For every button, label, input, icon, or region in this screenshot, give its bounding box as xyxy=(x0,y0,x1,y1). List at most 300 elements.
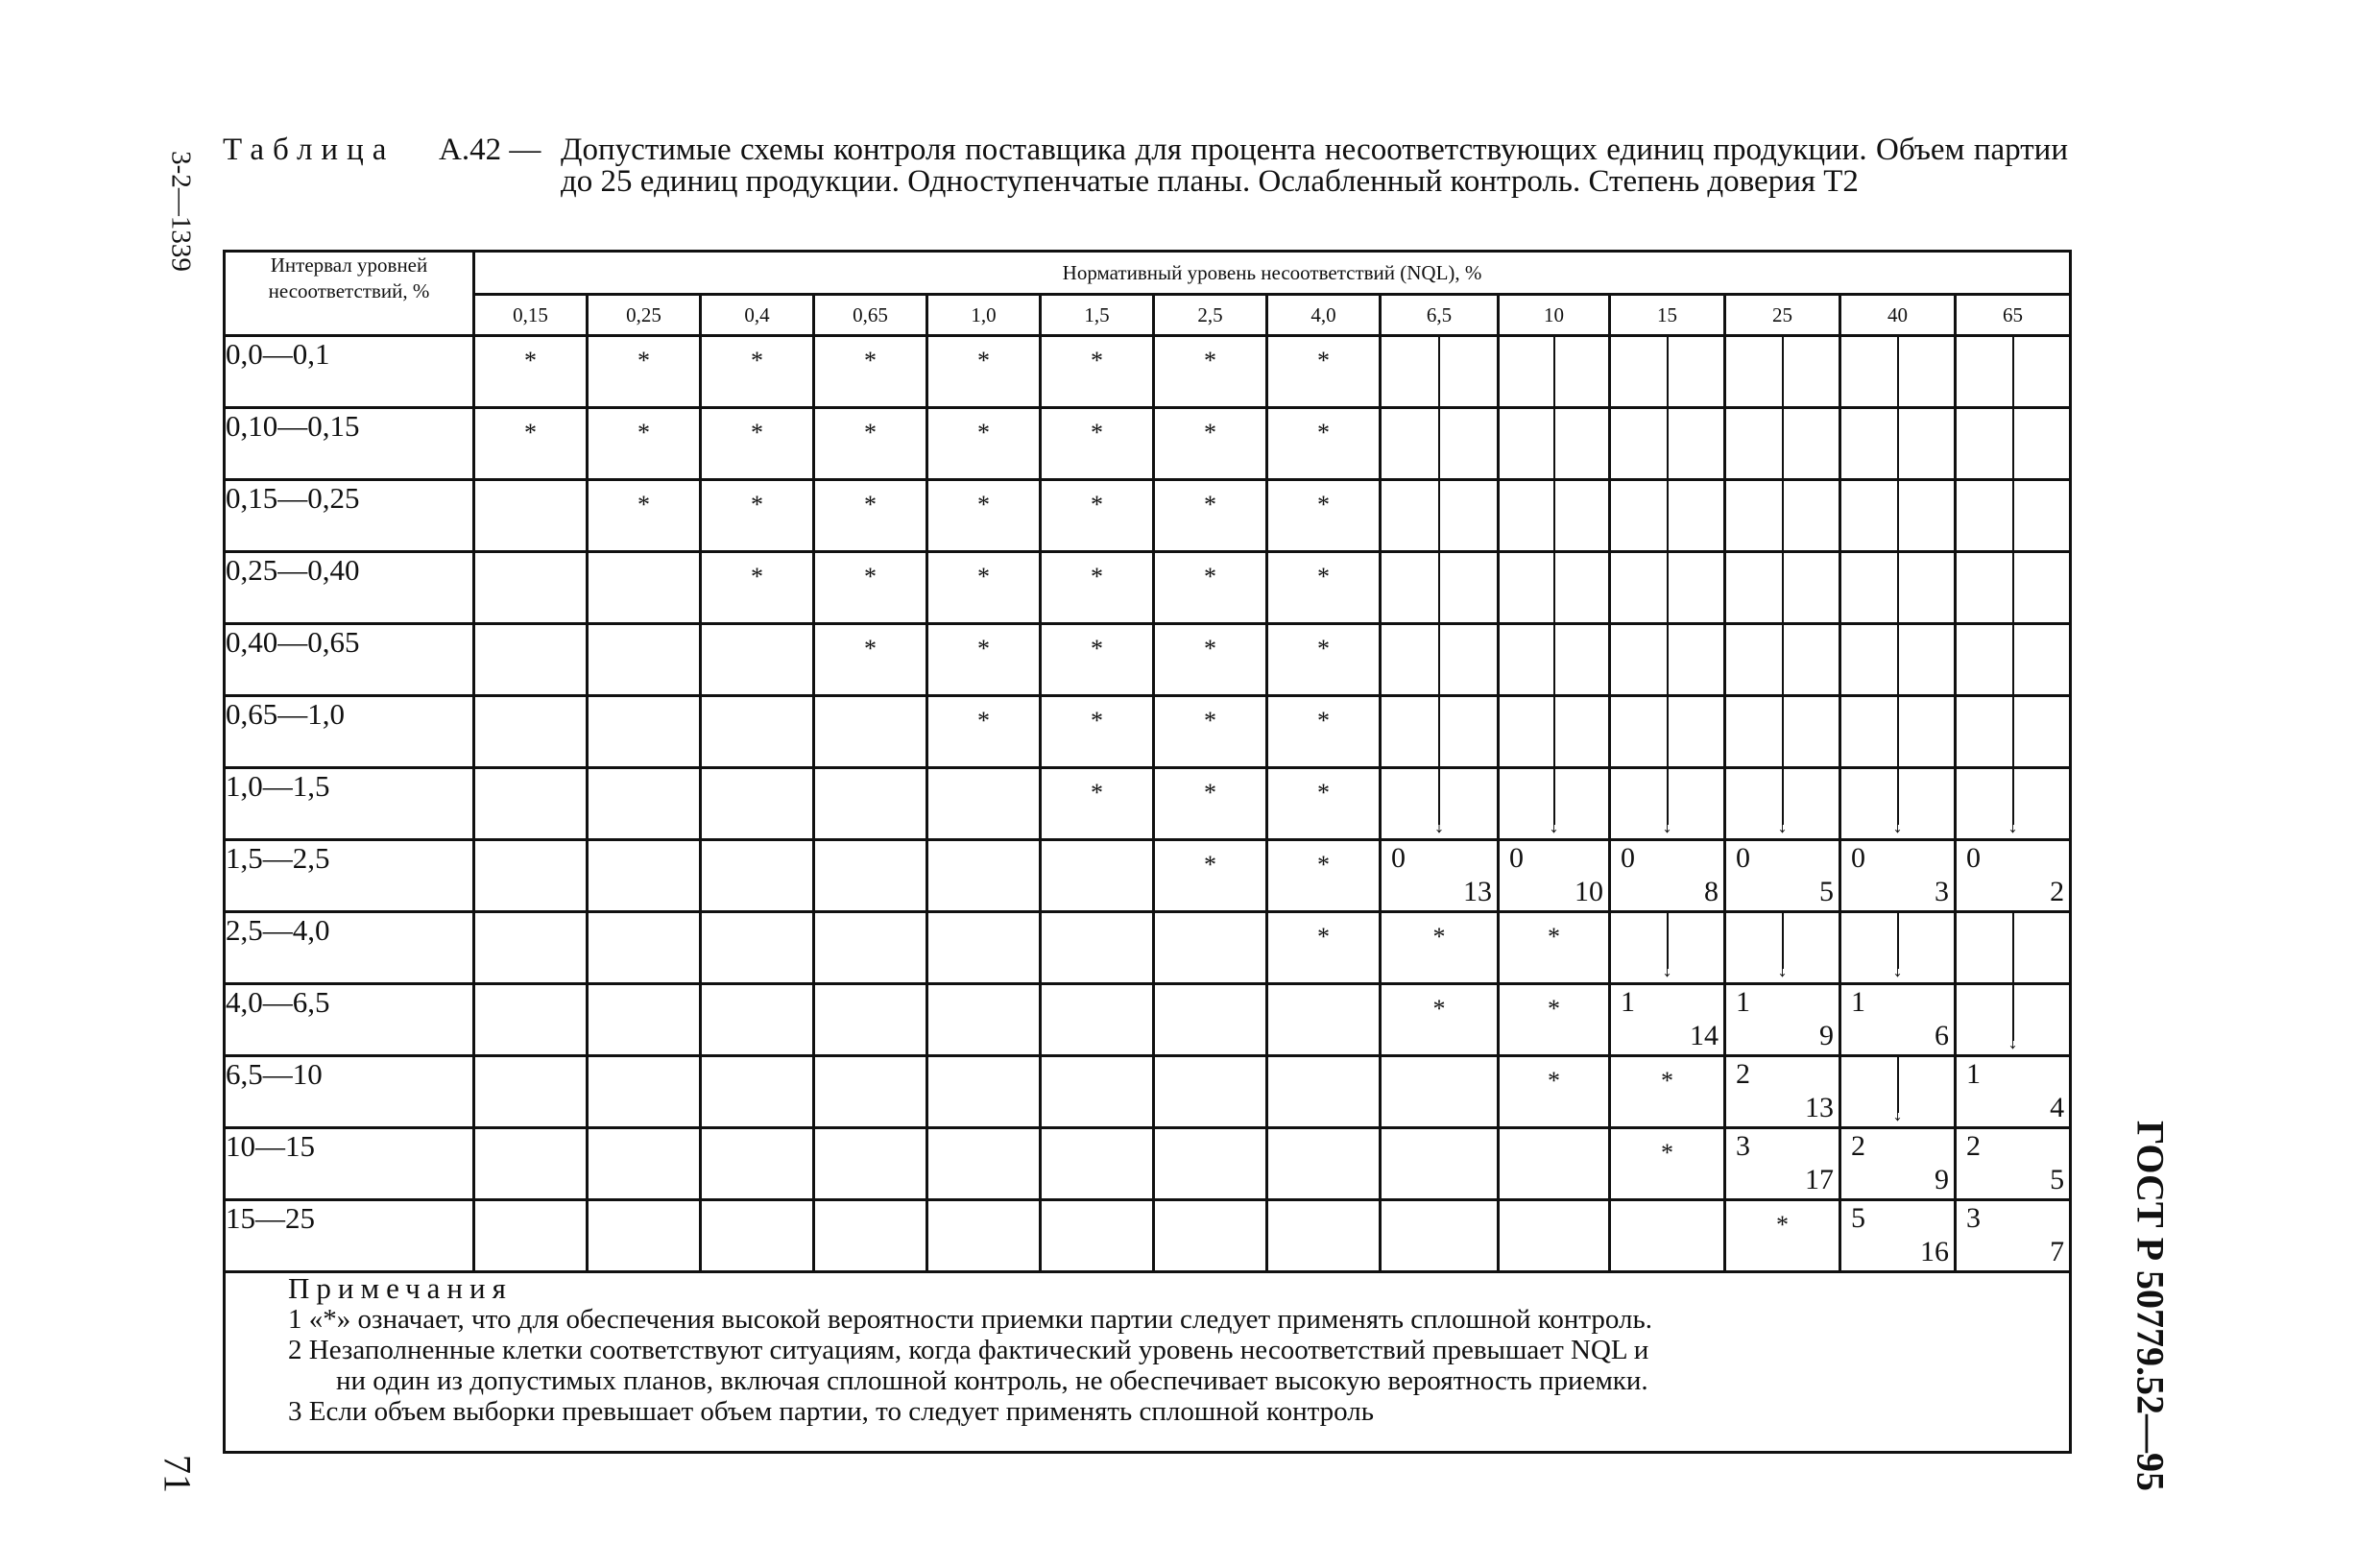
interval-cell: 4,0—6,5 xyxy=(225,984,474,1056)
full-inspection-mark: * xyxy=(524,347,537,374)
arrow-line xyxy=(2012,481,2014,550)
arrow-down-icon: ↓ xyxy=(1892,957,1903,981)
arrow-line xyxy=(1438,553,1440,622)
full-inspection-mark: * xyxy=(751,347,763,374)
arrow-line xyxy=(1667,697,1669,766)
page-number: 71 xyxy=(156,1455,200,1493)
plan-cell xyxy=(588,480,701,552)
plan-cell xyxy=(927,912,1041,984)
arrow-line xyxy=(1438,409,1440,478)
plan-cell xyxy=(927,480,1041,552)
plan-cell xyxy=(927,552,1041,624)
plan-cell xyxy=(1267,912,1381,984)
arrow-line xyxy=(1897,625,1899,694)
plan-cell xyxy=(701,840,814,912)
plan-cell xyxy=(814,552,927,624)
plan-cell xyxy=(1956,336,2071,408)
arrow-line xyxy=(1782,553,1784,622)
interval-cell: 1,0—1,5 xyxy=(225,768,474,840)
arrow-line xyxy=(1438,481,1440,550)
arrow-line xyxy=(1553,697,1555,766)
plan-cell xyxy=(927,696,1041,768)
full-inspection-mark: * xyxy=(1317,563,1330,591)
sample-size: 10 xyxy=(1575,876,1603,907)
interval-cell: 15—25 xyxy=(225,1200,474,1272)
plan-cell xyxy=(814,1200,927,1272)
plan-cell xyxy=(1267,552,1381,624)
plan-cell xyxy=(927,1056,1041,1128)
arrow-line xyxy=(1438,625,1440,694)
arrow-line xyxy=(1667,481,1669,550)
plan-cell xyxy=(1267,624,1381,696)
plan-cell xyxy=(588,1128,701,1200)
plan-cell xyxy=(1725,336,1840,408)
acceptance-number: 1 xyxy=(1851,986,1865,1018)
full-inspection-mark: * xyxy=(637,419,650,446)
plan-cell xyxy=(1840,984,1956,1056)
plan-cell xyxy=(1381,840,1499,912)
arrow-line xyxy=(1897,337,1899,406)
arrow-down-icon: ↓ xyxy=(1892,1101,1903,1125)
acceptance-number: 5 xyxy=(1851,1202,1865,1234)
caption-number: А.42 — xyxy=(439,133,541,167)
plan-cell xyxy=(1154,336,1267,408)
arrow-line xyxy=(1553,409,1555,478)
plan-cell xyxy=(927,840,1041,912)
plan-cell xyxy=(701,1056,814,1128)
plan-cell xyxy=(1840,336,1956,408)
plan-cell xyxy=(701,912,814,984)
arrow-line xyxy=(1553,481,1555,550)
full-inspection-mark: * xyxy=(1317,635,1330,663)
plan-cell xyxy=(474,696,588,768)
full-inspection-mark: * xyxy=(1204,563,1216,591)
full-inspection-mark: * xyxy=(977,563,990,591)
plan-cell xyxy=(1725,1056,1840,1128)
plan-cell xyxy=(927,624,1041,696)
full-inspection-mark: * xyxy=(977,491,990,519)
plan-cell xyxy=(1381,984,1499,1056)
acceptance-number: 0 xyxy=(1509,842,1524,874)
plan-cell xyxy=(1725,624,1840,696)
full-inspection-mark: * xyxy=(864,635,877,663)
interval-cell: 0,40—0,65 xyxy=(225,624,474,696)
arrow-down-icon: ↓ xyxy=(2007,813,2019,837)
nql-value: 10 xyxy=(1499,295,1610,336)
interval-cell: 1,5—2,5 xyxy=(225,840,474,912)
plan-cell xyxy=(1267,480,1381,552)
plan-cell xyxy=(1610,624,1725,696)
plan-cell xyxy=(474,624,588,696)
nql-header: Нормативный уровень несоответствий (NQL), % xyxy=(474,252,2071,295)
sample-size: 4 xyxy=(2050,1092,2065,1123)
acceptance-table xyxy=(223,250,2072,1454)
plan-cell xyxy=(1154,696,1267,768)
plan-cell xyxy=(701,984,814,1056)
full-inspection-mark: * xyxy=(1091,779,1103,807)
arrow-line xyxy=(1553,625,1555,694)
plan-cell xyxy=(588,336,701,408)
plan-cell xyxy=(1267,1128,1381,1200)
plan-cell xyxy=(1041,840,1154,912)
table-row xyxy=(225,840,2071,912)
sample-size: 13 xyxy=(1463,876,1492,907)
plan-cell xyxy=(1154,552,1267,624)
plan-cell xyxy=(1381,1056,1499,1128)
arrow-line xyxy=(1782,625,1784,694)
plan-cell xyxy=(927,1128,1041,1200)
sample-size: 7 xyxy=(2050,1236,2065,1267)
plan-cell xyxy=(1956,696,2071,768)
plan-cell xyxy=(1267,696,1381,768)
table-row xyxy=(225,624,2071,696)
plan-cell xyxy=(701,624,814,696)
arrow-line xyxy=(1667,337,1669,406)
plan-cell xyxy=(814,1128,927,1200)
arrow-down-icon: ↓ xyxy=(1892,813,1903,837)
document-code: ГОСТ Р 50779.52—95 xyxy=(2128,1120,2173,1492)
table-row xyxy=(225,984,2071,1056)
plan-cell xyxy=(474,408,588,480)
full-inspection-mark: * xyxy=(1091,563,1103,591)
plan-cell xyxy=(1610,408,1725,480)
plan-cell xyxy=(1840,552,1956,624)
nql-value: 2,5 xyxy=(1154,295,1267,336)
plan-cell xyxy=(474,552,588,624)
plan-cell xyxy=(814,840,927,912)
plan-cell xyxy=(1840,1200,1956,1272)
plan-cell xyxy=(1610,840,1725,912)
plan-cell xyxy=(1381,1128,1499,1200)
plan-cell xyxy=(1267,1200,1381,1272)
plan-cell xyxy=(1154,1056,1267,1128)
interval-cell: 0,10—0,15 xyxy=(225,408,474,480)
plan-cell xyxy=(814,624,927,696)
plan-cell xyxy=(1381,552,1499,624)
sample-size: 13 xyxy=(1805,1092,1834,1123)
acceptance-number: 0 xyxy=(1966,842,1981,874)
full-inspection-mark: * xyxy=(1317,491,1330,519)
acceptance-number: 0 xyxy=(1851,842,1865,874)
plan-cell xyxy=(1725,408,1840,480)
plan-cell xyxy=(814,1056,927,1128)
plan-cell xyxy=(1381,768,1499,840)
nql-value: 0,15 xyxy=(474,295,588,336)
plan-cell xyxy=(1956,1128,2071,1200)
arrow-line xyxy=(2012,913,2014,982)
plan-cell xyxy=(1041,624,1154,696)
plan-cell xyxy=(1610,552,1725,624)
plan-cell xyxy=(927,1200,1041,1272)
plan-cell xyxy=(588,552,701,624)
nql-value: 4,0 xyxy=(1267,295,1381,336)
full-inspection-mark: * xyxy=(1204,419,1216,446)
arrow-line xyxy=(1438,337,1440,406)
full-inspection-mark: * xyxy=(1317,779,1330,807)
plan-cell xyxy=(1725,768,1840,840)
plan-cell xyxy=(1267,840,1381,912)
arrow-line xyxy=(1782,337,1784,406)
plan-cell xyxy=(1499,696,1610,768)
plan-cell xyxy=(1499,768,1610,840)
full-inspection-mark: * xyxy=(864,491,877,519)
plan-cell xyxy=(701,408,814,480)
arrow-line xyxy=(2012,625,2014,694)
plan-cell xyxy=(1499,1056,1610,1128)
acceptance-number: 2 xyxy=(1851,1130,1865,1162)
plan-cell xyxy=(1154,840,1267,912)
plan-cell xyxy=(1499,552,1610,624)
nql-value: 25 xyxy=(1725,295,1840,336)
note-2-continued: ни один из допустимых планов, включая сплошной контроль, не обеспечивает высокую вероятность приемки. xyxy=(336,1365,1648,1396)
plan-cell xyxy=(1610,1128,1725,1200)
acceptance-number: 1 xyxy=(1621,986,1635,1018)
plan-cell xyxy=(1725,1200,1840,1272)
plan-cell xyxy=(1840,408,1956,480)
plan-cell xyxy=(1610,912,1725,984)
arrow-down-icon: ↓ xyxy=(1662,813,1672,837)
plan-cell xyxy=(474,840,588,912)
full-inspection-mark: * xyxy=(1317,347,1330,374)
full-inspection-mark: * xyxy=(1548,1067,1560,1095)
plan-cell xyxy=(701,768,814,840)
plan-cell xyxy=(1041,480,1154,552)
arrow-line xyxy=(1897,409,1899,478)
full-inspection-mark: * xyxy=(1204,707,1216,735)
plan-cell xyxy=(1956,624,2071,696)
plan-cell xyxy=(1041,768,1154,840)
acceptance-number: 2 xyxy=(1966,1130,1981,1162)
plan-cell xyxy=(1381,1200,1499,1272)
plan-cell xyxy=(1381,624,1499,696)
plan-cell xyxy=(1041,912,1154,984)
full-inspection-mark: * xyxy=(751,491,763,519)
full-inspection-mark: * xyxy=(637,347,650,374)
acceptance-number: 0 xyxy=(1621,842,1635,874)
arrow-down-icon: ↓ xyxy=(1662,957,1672,981)
full-inspection-mark: * xyxy=(1204,851,1216,879)
sample-size: 9 xyxy=(1935,1164,1949,1195)
arrow-down-icon: ↓ xyxy=(1777,813,1788,837)
nql-value: 65 xyxy=(1956,295,2071,336)
interval-cell: 0,25—0,40 xyxy=(225,552,474,624)
arrow-line xyxy=(1438,697,1440,766)
plan-cell xyxy=(1840,840,1956,912)
sample-size: 14 xyxy=(1690,1020,1719,1051)
plan-cell xyxy=(701,480,814,552)
table-row xyxy=(225,1056,2071,1128)
table-row xyxy=(225,912,2071,984)
full-inspection-mark: * xyxy=(1317,419,1330,446)
full-inspection-mark: * xyxy=(637,491,650,519)
plan-cell xyxy=(1381,336,1499,408)
sample-size: 2 xyxy=(2050,876,2065,907)
plan-cell xyxy=(701,1128,814,1200)
plan-cell xyxy=(1041,336,1154,408)
interval-cell: 10—15 xyxy=(225,1128,474,1200)
plan-cell xyxy=(1381,912,1499,984)
arrow-line xyxy=(1667,409,1669,478)
acceptance-number: 1 xyxy=(1966,1058,1981,1090)
plan-cell xyxy=(1041,552,1154,624)
full-inspection-mark: * xyxy=(977,419,990,446)
full-inspection-mark: * xyxy=(1091,419,1103,446)
arrow-line xyxy=(1553,337,1555,406)
plan-cell xyxy=(1154,984,1267,1056)
arrow-line xyxy=(1553,553,1555,622)
plan-cell xyxy=(1610,480,1725,552)
sample-size: 9 xyxy=(1819,1020,1834,1051)
plan-cell xyxy=(1725,912,1840,984)
full-inspection-mark: * xyxy=(1317,923,1330,951)
nql-values-row xyxy=(225,295,2071,336)
arrow-line xyxy=(2012,409,2014,478)
plan-cell xyxy=(1154,912,1267,984)
plan-cell xyxy=(588,984,701,1056)
plan-cell xyxy=(1499,840,1610,912)
plan-cell xyxy=(474,480,588,552)
plan-cell xyxy=(1267,408,1381,480)
full-inspection-mark: * xyxy=(1204,491,1216,519)
plan-cell xyxy=(588,912,701,984)
arrow-line xyxy=(1667,625,1669,694)
interval-header: Интервал уровней несоответствий, % xyxy=(225,252,474,336)
acceptance-number: 2 xyxy=(1736,1058,1750,1090)
full-inspection-mark: * xyxy=(1661,1067,1673,1095)
sample-size: 3 xyxy=(1935,876,1949,907)
plan-cell xyxy=(1154,1128,1267,1200)
plan-cell xyxy=(588,696,701,768)
plan-cell xyxy=(1154,1200,1267,1272)
plan-cell xyxy=(814,984,927,1056)
acceptance-number: 0 xyxy=(1391,842,1406,874)
arrow-line xyxy=(2012,697,2014,766)
plan-cell xyxy=(814,768,927,840)
plan-cell xyxy=(1154,408,1267,480)
plan-cell xyxy=(927,336,1041,408)
plan-cell xyxy=(1956,480,2071,552)
plan-cell xyxy=(1499,336,1610,408)
plan-cell xyxy=(701,1200,814,1272)
full-inspection-mark: * xyxy=(864,563,877,591)
full-inspection-mark: * xyxy=(1091,707,1103,735)
nql-value: 0,25 xyxy=(588,295,701,336)
sample-size: 5 xyxy=(1819,876,1834,907)
plan-cell xyxy=(1840,768,1956,840)
plan-cell xyxy=(1041,696,1154,768)
full-inspection-mark: * xyxy=(751,419,763,446)
plan-cell xyxy=(1725,480,1840,552)
plan-cell xyxy=(1381,696,1499,768)
full-inspection-mark: * xyxy=(1548,923,1560,951)
full-inspection-mark: * xyxy=(751,563,763,591)
full-inspection-mark: * xyxy=(1204,347,1216,374)
plan-cell xyxy=(1956,912,2071,984)
arrow-line xyxy=(1782,697,1784,766)
plan-cell xyxy=(1725,552,1840,624)
plan-cell xyxy=(1041,1200,1154,1272)
plan-cell xyxy=(1956,408,2071,480)
full-inspection-mark: * xyxy=(864,419,877,446)
table-row xyxy=(225,1200,2071,1272)
full-inspection-mark: * xyxy=(1091,635,1103,663)
arrow-line xyxy=(2012,553,2014,622)
acceptance-number: 0 xyxy=(1736,842,1750,874)
plan-cell xyxy=(1267,336,1381,408)
plan-cell xyxy=(1725,840,1840,912)
plan-cell xyxy=(1725,696,1840,768)
plan-cell xyxy=(474,912,588,984)
plan-cell xyxy=(1840,1128,1956,1200)
caption-label: Таблица xyxy=(223,133,396,167)
plan-cell xyxy=(1499,912,1610,984)
plan-cell xyxy=(701,552,814,624)
interval-cell: 0,15—0,25 xyxy=(225,480,474,552)
plan-cell xyxy=(1956,552,2071,624)
caption-text: Допустимые схемы контроля поставщика для процента несоответствующих единиц продукции. Объем партии до 25 единиц продукции. Одноступенчатые планы. Ослабленный контроль. Степень доверия Т2 xyxy=(561,133,2068,199)
full-inspection-mark: * xyxy=(864,347,877,374)
plan-cell xyxy=(1956,984,2071,1056)
arrow-line xyxy=(1667,553,1669,622)
note-1: 1 «*» означает, что для обеспечения высокой вероятности приемки партии следует применять сплошной контроль. xyxy=(288,1304,1652,1335)
notes-cell xyxy=(225,1272,2071,1453)
sample-size: 6 xyxy=(1935,1020,1949,1051)
nql-value: 0,4 xyxy=(701,295,814,336)
interval-cell: 2,5—4,0 xyxy=(225,912,474,984)
plan-cell xyxy=(1267,1056,1381,1128)
plan-cell xyxy=(814,696,927,768)
nql-value: 1,5 xyxy=(1041,295,1154,336)
note-3: 3 Если объем выборки превышает объем партии, то следует применять сплошной контроль xyxy=(288,1396,1374,1427)
plan-cell xyxy=(1956,768,2071,840)
full-inspection-mark: * xyxy=(524,419,537,446)
full-inspection-mark: * xyxy=(1548,995,1560,1023)
full-inspection-mark: * xyxy=(1432,923,1446,951)
full-inspection-mark: * xyxy=(977,347,990,374)
plan-cell xyxy=(588,768,701,840)
plan-cell xyxy=(1725,1128,1840,1200)
plan-cell xyxy=(814,408,927,480)
plan-cell xyxy=(814,336,927,408)
full-inspection-mark: * xyxy=(1091,491,1103,519)
full-inspection-mark: * xyxy=(977,635,990,663)
plan-cell xyxy=(1840,480,1956,552)
table-row xyxy=(225,336,2071,408)
plan-cell xyxy=(814,912,927,984)
nql-value: 6,5 xyxy=(1381,295,1499,336)
plan-cell xyxy=(1041,1128,1154,1200)
table-row xyxy=(225,480,2071,552)
plan-cell xyxy=(1499,1128,1610,1200)
table-row xyxy=(225,552,2071,624)
arrow-line xyxy=(2012,337,2014,406)
arrow-down-icon: ↓ xyxy=(1433,813,1445,837)
acceptance-number: 1 xyxy=(1736,986,1750,1018)
plan-cell xyxy=(588,840,701,912)
plan-cell xyxy=(814,480,927,552)
plan-cell xyxy=(474,768,588,840)
plan-cell xyxy=(1610,696,1725,768)
full-inspection-mark: * xyxy=(977,707,990,735)
plan-cell xyxy=(1154,624,1267,696)
side-code: 3-2—1339 xyxy=(165,151,197,272)
plan-cell xyxy=(1154,768,1267,840)
table-row xyxy=(225,408,2071,480)
plan-cell xyxy=(1499,1200,1610,1272)
nql-value: 1,0 xyxy=(927,295,1041,336)
plan-cell xyxy=(588,408,701,480)
plan-cell xyxy=(1610,1056,1725,1128)
